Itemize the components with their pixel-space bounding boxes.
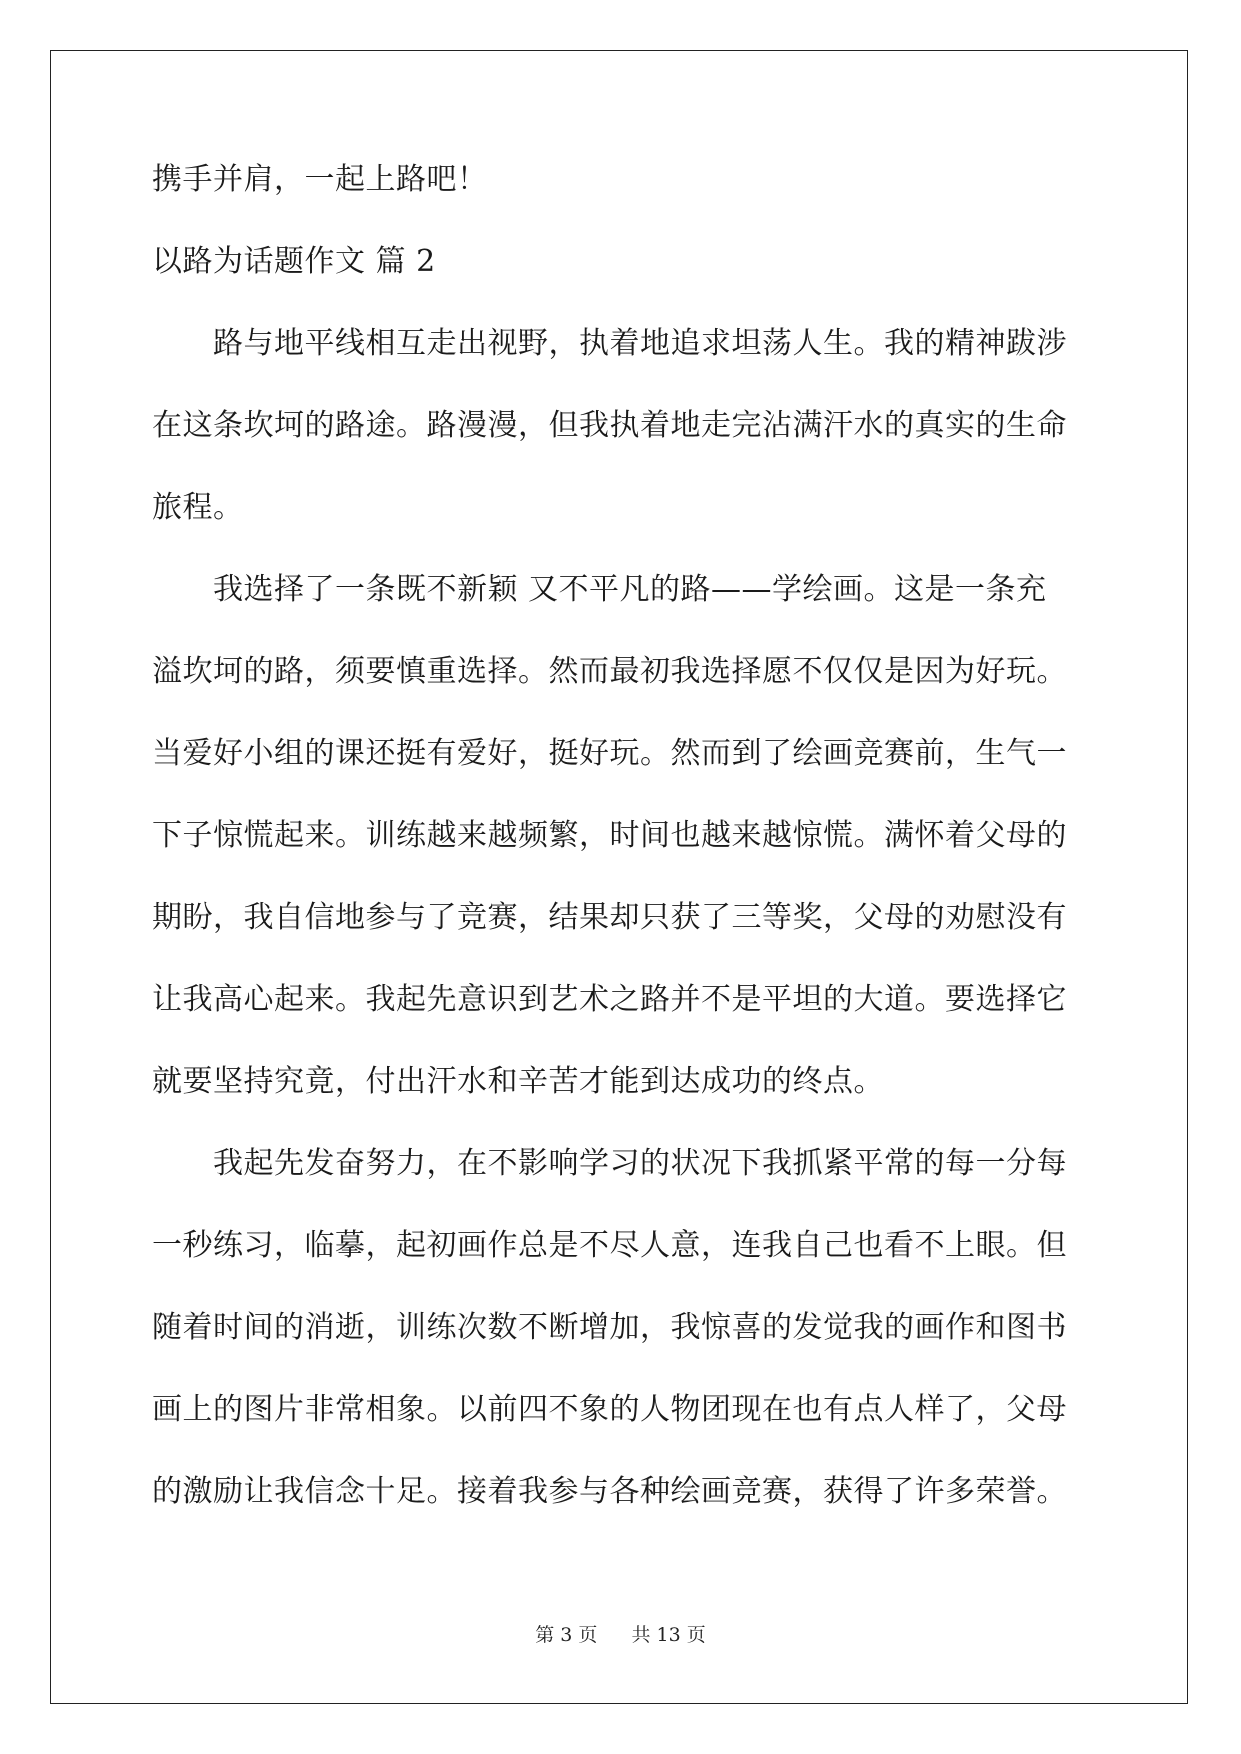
text-line: 下子惊慌起来。训练越来越频繁，时间也越来越惊慌。满怀着父母的 (152, 818, 1067, 853)
text-line: 携手并肩，一起上路吧！ (152, 162, 488, 197)
text-line: 旅程。 (152, 490, 244, 525)
section-heading: 以路为话题作文 篇 2 (152, 244, 436, 279)
text-line: 的激励让我信念十足。接着我参与各种绘画竞赛，获得了许多荣誉。 (152, 1474, 1067, 1509)
text-line: 溢坎坷的路，须要慎重选择。然而最初我选择愿不仅仅是因为好玩。 (152, 654, 1067, 689)
text-line: 随着时间的消逝，训练次数不断增加，我惊喜的发觉我的画作和图书 (152, 1310, 1067, 1345)
text-line: 让我高心起来。我起先意识到艺术之路并不是平坦的大道。要选择它 (152, 982, 1067, 1017)
page-number: 第 3 页 (535, 1624, 598, 1646)
text-line: 我起先发奋努力，在不影响学习的状况下我抓紧平常的每一分每 (152, 1146, 1067, 1181)
text-line: 一秒练习，临摹，起初画作总是不尽人意，连我自己也看不上眼。但 (152, 1228, 1067, 1263)
text-line: 我选择了一条既不新颖 又不平凡的路——学绘画。这是一条充 (152, 572, 1047, 607)
text-line: 当爱好小组的课还挺有爱好，挺好玩。然而到了绘画竞赛前，生气一 (152, 736, 1067, 771)
text-line: 在这条坎坷的路途。路漫漫，但我执着地走完沾满汗水的真实的生命 (152, 408, 1067, 443)
text-line: 就要坚持究竟，付出汗水和辛苦才能到达成功的终点。 (152, 1064, 884, 1099)
document-body (152, 162, 1087, 1559)
text-line: 路与地平线相互走出视野，执着地追求坦荡人生。我的精神跋涉 (152, 326, 1067, 361)
page-total: 共 13 页 (631, 1624, 706, 1646)
page-footer (0, 1620, 1241, 1647)
text-line: 期盼，我自信地参与了竞赛，结果却只获了三等奖，父母的劝慰没有 (152, 900, 1067, 935)
text-line: 画上的图片非常相象。以前四不象的人物团现在也有点人样了，父母 (152, 1392, 1067, 1427)
